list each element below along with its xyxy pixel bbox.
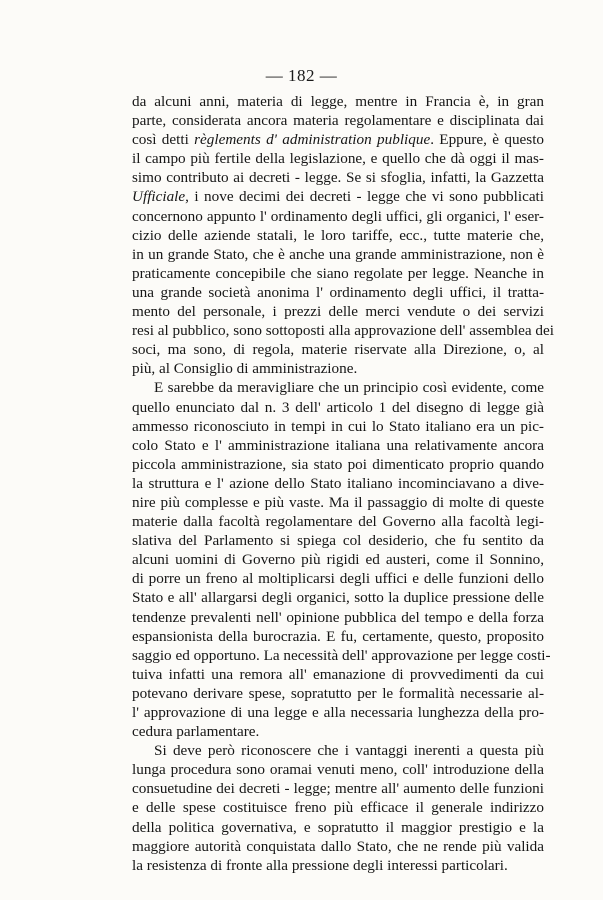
text-line: concernono appunto l' ordinamento degli uffici, gli organici, l' eser- xyxy=(132,207,544,225)
text-line: mento del personale, i prezzi delle merci vendute o dei servizi xyxy=(132,303,544,321)
text-line: slativa del Parlamento si spiega col desiderio, che fu sentito da xyxy=(132,532,544,550)
text-run: così detti xyxy=(132,131,195,149)
text-line: potevano derivare spese, sopratutto per le formalità necessarie al- xyxy=(132,684,544,702)
text-line: praticamente concepibile che siano regolate per legge. Neanche in xyxy=(132,264,544,282)
text-line: Stato e all' allargarsi degli organici, sotto la duplice pressione delle xyxy=(132,589,544,607)
text-line: tuiva infatti una remora all' emanazione di provvedimenti da cui xyxy=(132,665,544,683)
text-line: cedura parlamentare. xyxy=(132,723,260,741)
text-line: maggiore autorità conquistata dallo Stato, che ne rende più valida xyxy=(132,837,544,855)
text-line: la struttura e l' azione dello Stato italiano incominciavano a dive- xyxy=(132,474,544,492)
text-line: resi al pubblico, sono sottoposti alla approvazione dell' assemblea dei xyxy=(132,322,554,340)
text-line: quello enunciato dal n. 3 dell' articolo 1 del disegno di legge già xyxy=(132,398,544,416)
text-line: simo contributo ai decreti - legge. Se si sfoglia, infatti, la Gazzetta xyxy=(132,169,544,187)
text-line: di porre un freno al moltiplicarsi degli uffici e delle funzioni dello xyxy=(132,570,544,588)
text-line xyxy=(132,187,544,206)
text-line: la resistenza di fronte alla pressione degli interessi particolari. xyxy=(132,856,508,874)
text-line: più, al Consiglio di amministrazione. xyxy=(132,360,358,378)
text-line: cizio delle aziende statali, le loro tariffe, ecc., tutte materie che, xyxy=(132,226,544,244)
text-line: l' approvazione di una legge e alla necessaria lunghezza della pro- xyxy=(132,704,544,721)
text-line: in un grande Stato, che è anche una grande amministrazione, non è xyxy=(132,245,544,263)
text-line: materie dalla facoltà regolamentare del Governo alla facoltà legi- xyxy=(132,513,544,531)
text-line: della politica governativa, e sopratutto il maggior prestigio e la xyxy=(132,818,544,836)
text-line: saggio ed opportuno. La necessità dell' approvazione per legge costi- xyxy=(132,646,551,664)
text-line: nire più complesse e più vaste. Ma il passaggio di molte di queste xyxy=(132,493,544,511)
paragraph xyxy=(132,92,554,378)
text-line: piccola amministrazione, sia stato poi dimenticato proprio quando xyxy=(132,455,544,473)
text-run: , i nove decimi dei decreti - legge che vi sono pubblicati xyxy=(185,188,544,206)
italic-text: règlements d' administration publique xyxy=(194,131,431,149)
paragraph xyxy=(132,741,544,875)
text-line xyxy=(132,130,544,149)
paragraph xyxy=(132,378,551,741)
text-line: e delle spese costituisce freno più efficace il generale indirizzo xyxy=(132,799,544,817)
text-run: . Eppure, è questo xyxy=(430,131,545,149)
text-line: Si deve però riconoscere che i vantaggi inerenti a questa più xyxy=(154,742,544,760)
text-line: consuetudine dei decreti - legge; mentre all' aumento delle funzioni xyxy=(132,780,544,798)
italic-text: Ufficiale xyxy=(132,188,186,206)
body-text xyxy=(132,92,554,875)
text-line: da alcuni anni, materia di legge, mentre in Francia è, in gran xyxy=(132,93,544,110)
text-line: il campo più fertile della legislazione, e quello che dà oggi il mas- xyxy=(132,150,544,168)
text-line: E sarebbe da meravigliare che un principio così evidente, come xyxy=(154,379,544,397)
text-line: soci, ma sono, di regola, materie riservate alla Direzione, o, al xyxy=(132,341,544,359)
text-line: colo Stato e l' amministrazione italiana una relativamente ancora xyxy=(132,436,544,454)
text-line: espansionista della burocrazia. E fu, certamente, questo, proposito xyxy=(132,627,544,645)
text-line: alcuni uomini di Governo più rigidi ed austeri, come il Sonnino, xyxy=(132,551,544,569)
text-line: una grande società anonima l' ordinamento degli uffici, il tratta- xyxy=(132,283,544,301)
text-line: ammesso riconosciuto in tempi in cui lo Stato italiano era un pic- xyxy=(132,417,544,435)
text-line: parte, considerata ancora materia regolamentare e disciplinata dai xyxy=(132,112,544,130)
page-number: — 182 — xyxy=(265,66,338,85)
text-line: tendenze prevalenti nell' opinione pubblica del tempo e della forza xyxy=(132,608,544,626)
text-line: lunga procedura sono oramai venuti meno, coll' introduzione della xyxy=(132,761,544,779)
